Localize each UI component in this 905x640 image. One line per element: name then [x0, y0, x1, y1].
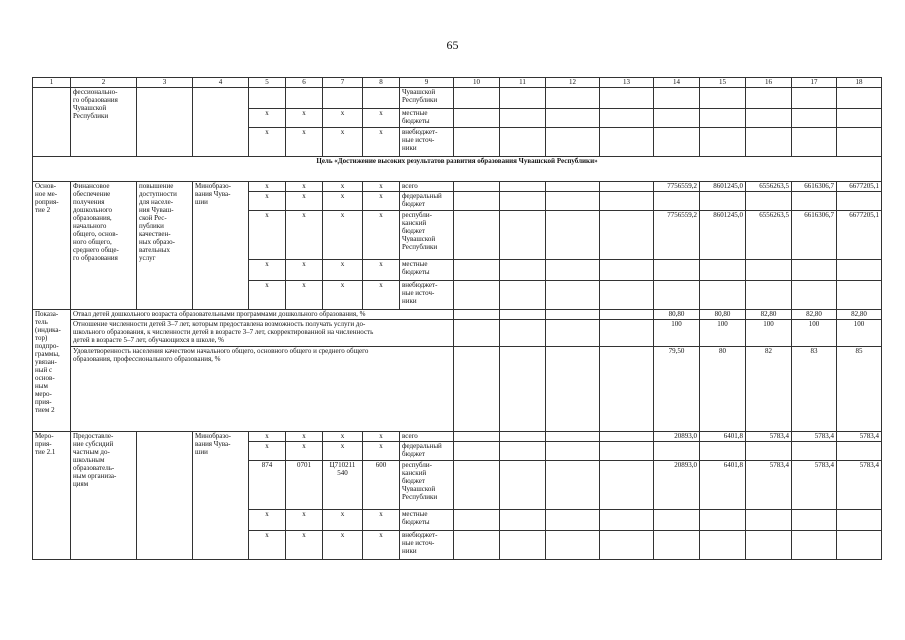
value-cell: 6677205,1 — [837, 211, 882, 260]
value-cell: 8601245,0 — [700, 211, 746, 260]
value-cell — [500, 310, 546, 320]
table-row — [33, 88, 882, 109]
measure-name: Предоставле- ние субсидий частным до- школьным образователь- ным организа- циям — [71, 432, 137, 560]
value-cell — [792, 510, 837, 531]
table-row — [33, 320, 882, 347]
column-header: 1 — [33, 78, 71, 88]
value-cell — [454, 320, 500, 347]
value-cell — [700, 281, 746, 310]
value-cell — [600, 128, 654, 157]
value-cell — [746, 192, 792, 211]
value-cell — [792, 260, 837, 281]
value-cell — [600, 88, 654, 109]
code-cell — [286, 88, 323, 109]
value-cell — [700, 128, 746, 157]
value-cell — [454, 531, 500, 560]
value-cell — [500, 320, 546, 347]
value-cell — [500, 109, 546, 128]
value-cell — [654, 192, 700, 211]
value-cell: 100 — [746, 320, 792, 347]
value-cell — [654, 442, 700, 461]
value-cell — [546, 347, 600, 432]
measure-goal: повышение доступности для населе- ния Чуваш- ской Рес- публики качествен- ных образо- вательных услуг — [137, 182, 193, 310]
funding-source: всего — [400, 432, 454, 442]
code-cell: x — [249, 182, 286, 192]
value-cell — [654, 510, 700, 531]
value-cell — [500, 211, 546, 260]
value-cell — [600, 192, 654, 211]
code-cell: 874 — [249, 461, 286, 510]
code-cell: x — [249, 211, 286, 260]
value-cell — [746, 510, 792, 531]
value-cell — [454, 432, 500, 442]
empty-cell — [33, 88, 71, 157]
funding-source: федеральный бюджет — [400, 192, 454, 211]
value-cell — [546, 109, 600, 128]
value-cell: 5783,4 — [746, 432, 792, 442]
value-cell — [600, 461, 654, 510]
code-cell: x — [249, 432, 286, 442]
funding-source: местные бюджеты — [400, 510, 454, 531]
value-cell — [837, 260, 882, 281]
value-cell — [454, 182, 500, 192]
value-cell — [837, 192, 882, 211]
value-cell — [454, 347, 500, 432]
value-cell: 7756559,2 — [654, 211, 700, 260]
column-header: 3 — [137, 78, 193, 88]
value-cell — [700, 531, 746, 560]
value-cell — [746, 88, 792, 109]
value-cell — [700, 510, 746, 531]
value-cell — [700, 260, 746, 281]
code-cell: x — [286, 281, 323, 310]
funding-source: внебюджет- ные источ- ники — [400, 281, 454, 310]
value-cell — [454, 109, 500, 128]
column-header: 2 — [71, 78, 137, 88]
value-cell — [454, 260, 500, 281]
value-cell — [600, 510, 654, 531]
budget-table — [32, 77, 882, 560]
column-header: 6 — [286, 78, 323, 88]
code-cell: x — [363, 510, 400, 531]
funding-source: Чувашской Республики — [400, 88, 454, 109]
code-cell: x — [249, 281, 286, 310]
table-row — [33, 157, 882, 182]
column-header: 11 — [500, 78, 546, 88]
value-cell: 80 — [700, 347, 746, 432]
value-cell — [792, 128, 837, 157]
value-cell — [700, 442, 746, 461]
value-cell — [600, 320, 654, 347]
value-cell — [837, 442, 882, 461]
code-cell: x — [286, 192, 323, 211]
code-cell: x — [286, 260, 323, 281]
code-cell: 600 — [363, 461, 400, 510]
value-cell — [837, 128, 882, 157]
value-cell: 100 — [837, 320, 882, 347]
code-cell: x — [249, 510, 286, 531]
value-cell: 20893,0 — [654, 461, 700, 510]
code-cell: 0701 — [286, 461, 323, 510]
value-cell — [454, 211, 500, 260]
column-header: 16 — [746, 78, 792, 88]
code-cell: x — [249, 109, 286, 128]
value-cell — [546, 320, 600, 347]
code-cell: x — [286, 432, 323, 442]
code-cell: x — [363, 432, 400, 442]
value-cell — [500, 260, 546, 281]
measure-goal — [137, 432, 193, 560]
value-cell — [500, 531, 546, 560]
value-cell — [500, 182, 546, 192]
value-cell — [654, 260, 700, 281]
responsible: Минобразо- вания Чува- шии — [193, 432, 249, 560]
indicator-text: Удовлетворенность населения качеством начального общего, основного общего и среднего общего образования, профессионального образования, % — [71, 347, 454, 432]
funding-source: всего — [400, 182, 454, 192]
code-cell — [323, 88, 363, 109]
value-cell: 6616306,7 — [792, 182, 837, 192]
table-row — [33, 182, 882, 192]
value-cell — [792, 531, 837, 560]
value-cell — [600, 182, 654, 192]
code-cell: x — [363, 442, 400, 461]
code-cell: x — [363, 211, 400, 260]
value-cell: 100 — [792, 320, 837, 347]
code-cell: x — [323, 531, 363, 560]
value-cell: 5783,4 — [837, 432, 882, 442]
value-cell — [546, 260, 600, 281]
value-cell — [454, 461, 500, 510]
value-cell — [454, 128, 500, 157]
column-header: 10 — [454, 78, 500, 88]
column-header: 8 — [363, 78, 400, 88]
measure-type: Меро- прия- тие 2.1 — [33, 432, 71, 560]
value-cell — [654, 128, 700, 157]
value-cell — [600, 347, 654, 432]
value-cell — [500, 88, 546, 109]
value-cell: 5783,4 — [792, 432, 837, 442]
value-cell: 20893,0 — [654, 432, 700, 442]
code-cell: x — [363, 128, 400, 157]
value-cell — [454, 510, 500, 531]
code-cell: x — [286, 109, 323, 128]
column-header: 13 — [600, 78, 654, 88]
value-cell — [792, 192, 837, 211]
column-header: 7 — [323, 78, 363, 88]
value-cell: 6556263,5 — [746, 211, 792, 260]
value-cell — [546, 461, 600, 510]
value-cell — [546, 281, 600, 310]
indicator-text: Отношение численности детей 3–7 лет, которым предоставлена возможность получать услуги до- школьного образования, к численности детей в возрасте 3–7 лет, скорректированной на численность детей в возрасте 5–7 лет, обучающихся в школе, % — [71, 320, 454, 347]
table-row — [33, 310, 882, 320]
value-cell: 82,80 — [837, 310, 882, 320]
value-cell — [546, 310, 600, 320]
value-cell — [600, 109, 654, 128]
value-cell — [654, 281, 700, 310]
value-cell — [792, 109, 837, 128]
table-row — [33, 78, 882, 88]
funding-source: внебюджет- ные источ- ники — [400, 531, 454, 560]
value-cell — [792, 88, 837, 109]
code-cell — [249, 88, 286, 109]
value-cell — [454, 281, 500, 310]
code-cell: x — [286, 442, 323, 461]
value-cell: 7756559,2 — [654, 182, 700, 192]
value-cell: 82,80 — [792, 310, 837, 320]
value-cell: 80,80 — [700, 310, 746, 320]
value-cell: 100 — [700, 320, 746, 347]
value-cell — [746, 281, 792, 310]
column-header: 14 — [654, 78, 700, 88]
value-cell — [837, 88, 882, 109]
value-cell: 80,80 — [654, 310, 700, 320]
code-cell: x — [363, 260, 400, 281]
code-cell: x — [323, 192, 363, 211]
value-cell — [546, 182, 600, 192]
indicator-label: Показа- тель (индика- тор) подпро- граммы, увязан- ный с основ- ным меро- прия- тием 2 — [33, 310, 71, 432]
value-cell — [500, 192, 546, 211]
value-cell: 6677205,1 — [837, 182, 882, 192]
value-cell — [500, 347, 546, 432]
code-cell: x — [286, 531, 323, 560]
value-cell: 6401,8 — [700, 461, 746, 510]
code-cell: Ц710211 540 — [323, 461, 363, 510]
code-cell: x — [323, 109, 363, 128]
value-cell — [600, 260, 654, 281]
value-cell — [654, 109, 700, 128]
value-cell — [746, 531, 792, 560]
value-cell — [500, 281, 546, 310]
code-cell: x — [286, 182, 323, 192]
value-cell: 5783,4 — [837, 461, 882, 510]
code-cell: x — [323, 182, 363, 192]
value-cell — [500, 432, 546, 442]
value-cell — [837, 281, 882, 310]
column-header: 18 — [837, 78, 882, 88]
funding-source: местные бюджеты — [400, 109, 454, 128]
value-cell — [654, 88, 700, 109]
code-cell: x — [363, 109, 400, 128]
code-cell: x — [363, 281, 400, 310]
code-cell: x — [363, 182, 400, 192]
table-row — [33, 432, 882, 442]
value-cell: 83 — [792, 347, 837, 432]
code-cell: x — [323, 281, 363, 310]
value-cell — [500, 442, 546, 461]
value-cell — [546, 128, 600, 157]
code-cell: x — [249, 128, 286, 157]
column-header: 15 — [700, 78, 746, 88]
value-cell: 85 — [837, 347, 882, 432]
code-cell: x — [249, 260, 286, 281]
code-cell: x — [286, 510, 323, 531]
value-cell — [546, 211, 600, 260]
empty-cell — [193, 88, 249, 157]
value-cell: 79,50 — [654, 347, 700, 432]
value-cell: 6401,8 — [700, 432, 746, 442]
code-cell: x — [323, 432, 363, 442]
column-header: 5 — [249, 78, 286, 88]
value-cell — [746, 260, 792, 281]
value-cell — [700, 192, 746, 211]
column-header: 12 — [546, 78, 600, 88]
code-cell: x — [286, 128, 323, 157]
value-cell — [700, 88, 746, 109]
code-cell: x — [249, 531, 286, 560]
value-cell — [600, 281, 654, 310]
value-cell: 6616306,7 — [792, 211, 837, 260]
code-cell: x — [363, 192, 400, 211]
value-cell — [746, 128, 792, 157]
value-cell — [792, 442, 837, 461]
value-cell — [500, 510, 546, 531]
responsible: Минобразо- вания Чува- шии — [193, 182, 249, 310]
value-cell — [792, 281, 837, 310]
value-cell — [454, 310, 500, 320]
value-cell — [546, 510, 600, 531]
value-cell: 82 — [746, 347, 792, 432]
funding-source: федеральный бюджет — [400, 442, 454, 461]
code-cell: x — [323, 211, 363, 260]
column-header: 17 — [792, 78, 837, 88]
value-cell: 8601245,0 — [700, 182, 746, 192]
code-cell: x — [323, 442, 363, 461]
value-cell — [546, 531, 600, 560]
value-cell — [600, 211, 654, 260]
funding-source: республи- канский бюджет Чувашской Республики — [400, 211, 454, 260]
funding-source: внебюджет- ные источ- ники — [400, 128, 454, 157]
value-cell: 5783,4 — [746, 461, 792, 510]
code-cell: x — [323, 510, 363, 531]
code-cell: x — [249, 192, 286, 211]
code-cell: x — [286, 211, 323, 260]
value-cell — [700, 109, 746, 128]
value-cell — [546, 88, 600, 109]
value-cell — [654, 531, 700, 560]
measure-name: фессионально- го образования Чувашской Республики — [71, 88, 137, 157]
measure-type: Основ- ное ме- роприя- тие 2 — [33, 182, 71, 310]
measure-name: Финансовое обеспечение получения дошкольного образования, начального общего, основ- ного общего, среднего обще- го образования — [71, 182, 137, 310]
goal-heading: Цель «Достижение высоких результатов развития образования Чувашской Республики» — [33, 157, 882, 182]
value-cell — [746, 109, 792, 128]
column-header: 4 — [193, 78, 249, 88]
value-cell — [546, 432, 600, 442]
value-cell — [454, 192, 500, 211]
value-cell — [600, 310, 654, 320]
code-cell: x — [363, 531, 400, 560]
value-cell: 6556263,5 — [746, 182, 792, 192]
empty-cell — [137, 88, 193, 157]
value-cell — [837, 531, 882, 560]
value-cell — [600, 531, 654, 560]
code-cell: x — [249, 442, 286, 461]
page-number: 65 — [446, 38, 459, 52]
value-cell — [500, 128, 546, 157]
code-cell: x — [323, 128, 363, 157]
table-row — [33, 347, 882, 432]
value-cell: 82,80 — [746, 310, 792, 320]
value-cell — [546, 442, 600, 461]
value-cell — [600, 432, 654, 442]
value-cell — [546, 192, 600, 211]
value-cell — [454, 88, 500, 109]
code-cell — [363, 88, 400, 109]
column-header: 9 — [400, 78, 454, 88]
value-cell — [500, 461, 546, 510]
indicator-text: Отвал детей дошкольного возраста образовательными программами дошкольного образования, % — [71, 310, 454, 320]
value-cell: 100 — [654, 320, 700, 347]
value-cell — [837, 109, 882, 128]
funding-source: местные бюджеты — [400, 260, 454, 281]
value-cell — [837, 510, 882, 531]
value-cell — [454, 442, 500, 461]
funding-source: республи- канский бюджет Чувашской Республики — [400, 461, 454, 510]
value-cell — [600, 442, 654, 461]
value-cell — [746, 442, 792, 461]
code-cell: x — [323, 260, 363, 281]
value-cell: 5783,4 — [792, 461, 837, 510]
